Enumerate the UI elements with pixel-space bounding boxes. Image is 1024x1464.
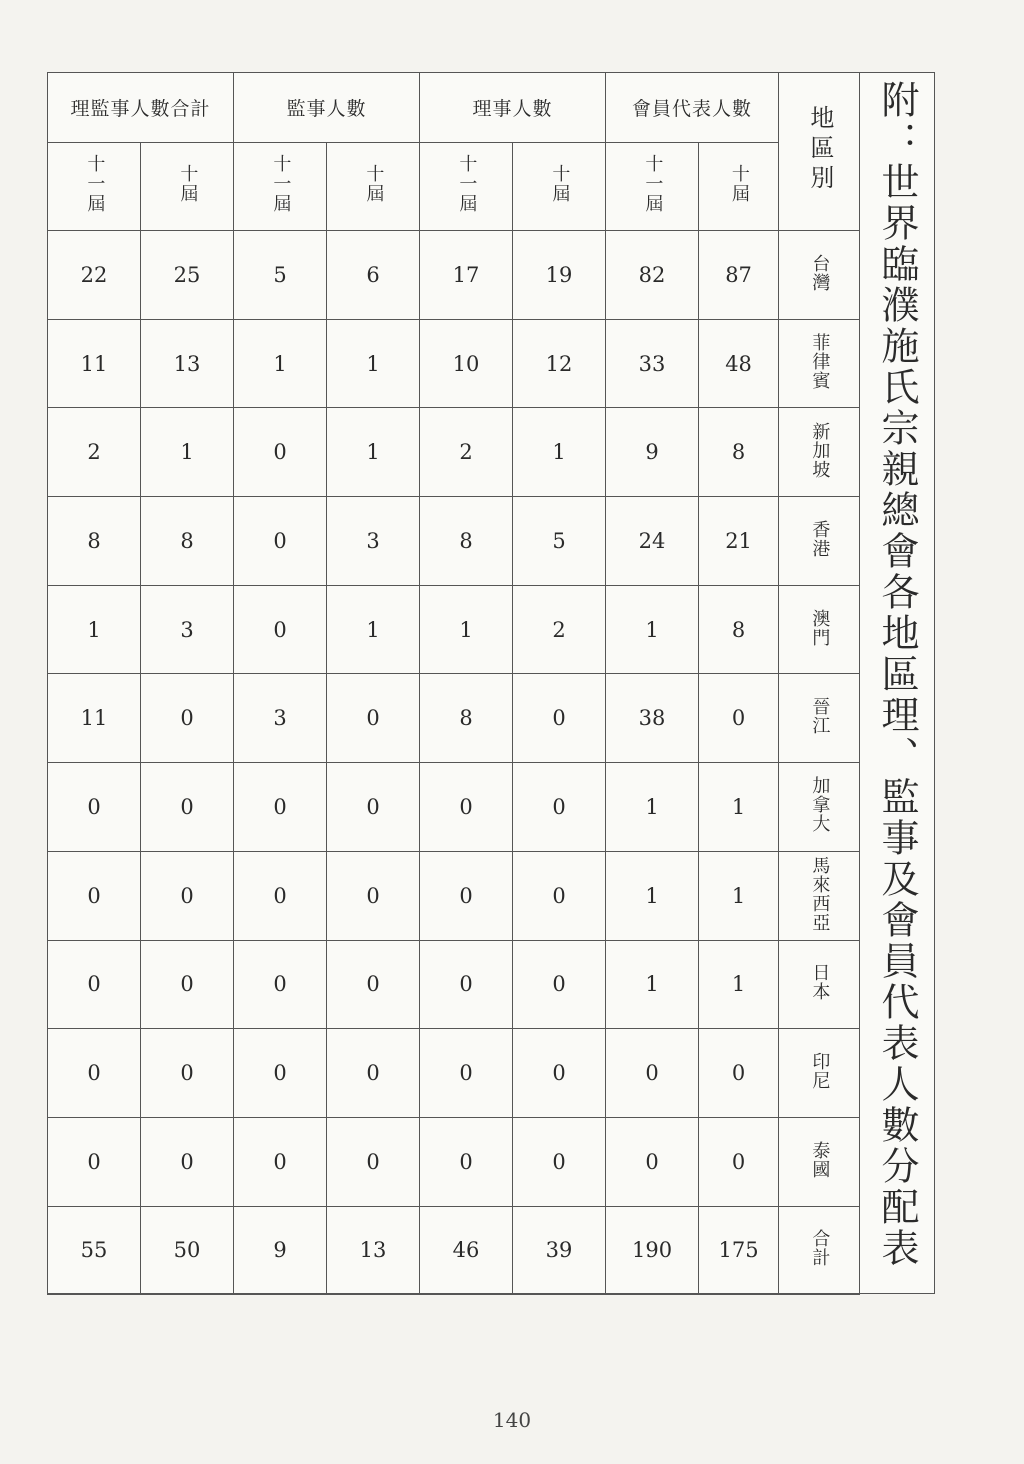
term-header: 十一屆: [420, 143, 513, 231]
region-cell: [779, 408, 860, 497]
value-cell: 1: [234, 319, 327, 408]
term-header: 十一屆: [48, 143, 141, 231]
value-cell: 0: [420, 940, 513, 1029]
region-label: 印尼: [809, 1052, 831, 1091]
value-cell: 0: [234, 763, 327, 852]
value-cell: 0: [234, 408, 327, 497]
region-cell: [779, 585, 860, 674]
value-cell: 2: [513, 585, 606, 674]
value-cell: 1: [606, 763, 699, 852]
value-cell: 17: [420, 231, 513, 320]
value-cell: 0: [606, 1117, 699, 1206]
region-cell: [779, 674, 860, 763]
value-cell: 0: [513, 1029, 606, 1118]
value-cell: 46: [420, 1206, 513, 1295]
value-cell: 0: [420, 763, 513, 852]
region-cell: [779, 231, 860, 320]
group-header-total: 理監事人數合計: [48, 73, 234, 143]
value-cell: 19: [513, 231, 606, 320]
region-cell: [779, 851, 860, 940]
region-label: 合計: [809, 1229, 831, 1268]
region-label: 泰國: [809, 1140, 831, 1179]
value-cell: 3: [327, 497, 420, 586]
value-cell: 0: [48, 763, 141, 852]
term-header: 十屆: [513, 143, 606, 231]
value-cell: 0: [234, 851, 327, 940]
value-cell: 1: [699, 940, 779, 1029]
value-cell: 8: [420, 674, 513, 763]
value-cell: 0: [606, 1029, 699, 1118]
value-cell: 0: [327, 851, 420, 940]
value-cell: 0: [327, 1117, 420, 1206]
table-row: [48, 408, 860, 497]
value-cell: 8: [141, 497, 234, 586]
value-cell: 24: [606, 497, 699, 586]
value-cell: 0: [141, 763, 234, 852]
value-cell: 82: [606, 231, 699, 320]
value-cell: 39: [513, 1206, 606, 1295]
value-cell: 9: [234, 1206, 327, 1295]
value-cell: 22: [48, 231, 141, 320]
value-cell: 13: [141, 319, 234, 408]
value-cell: 0: [420, 851, 513, 940]
value-cell: 1: [699, 763, 779, 852]
value-cell: 0: [234, 585, 327, 674]
table-row: [48, 851, 860, 940]
value-cell: 0: [234, 1029, 327, 1118]
value-cell: 11: [48, 319, 141, 408]
value-cell: 190: [606, 1206, 699, 1295]
region-cell: [779, 1206, 860, 1295]
value-cell: 0: [699, 674, 779, 763]
value-cell: 1: [606, 851, 699, 940]
value-cell: 8: [699, 585, 779, 674]
value-cell: 8: [420, 497, 513, 586]
group-header-member-reps: 會員代表人數: [606, 73, 779, 143]
value-cell: 0: [420, 1117, 513, 1206]
value-cell: 5: [234, 231, 327, 320]
table-row: [48, 231, 860, 320]
region-cell: [779, 940, 860, 1029]
term-header: 十一屆: [234, 143, 327, 231]
value-cell: 0: [513, 851, 606, 940]
table-row: [48, 497, 860, 586]
value-cell: 1: [699, 851, 779, 940]
value-cell: 38: [606, 674, 699, 763]
term-header: 十屆: [327, 143, 420, 231]
value-cell: 0: [141, 940, 234, 1029]
region-cell: [779, 1117, 860, 1206]
value-cell: 0: [513, 1117, 606, 1206]
value-cell: 50: [141, 1206, 234, 1295]
value-cell: 5: [513, 497, 606, 586]
value-cell: 2: [48, 408, 141, 497]
region-cell: [779, 1029, 860, 1118]
value-cell: 0: [48, 1029, 141, 1118]
table-row: [48, 1117, 860, 1206]
value-cell: 10: [420, 319, 513, 408]
value-cell: 0: [48, 940, 141, 1029]
table-row: [48, 940, 860, 1029]
region-label: 香港: [809, 519, 831, 558]
table-row: [48, 319, 860, 408]
value-cell: 0: [141, 674, 234, 763]
value-cell: 8: [48, 497, 141, 586]
value-cell: 13: [327, 1206, 420, 1295]
group-header-directors: 理事人數: [420, 73, 606, 143]
value-cell: 0: [513, 763, 606, 852]
region-cell: [779, 763, 860, 852]
region-column-header: 地區別: [779, 73, 860, 231]
value-cell: 8: [699, 408, 779, 497]
value-cell: 1: [327, 319, 420, 408]
region-cell: [779, 319, 860, 408]
value-cell: 0: [513, 674, 606, 763]
value-cell: 0: [234, 1117, 327, 1206]
value-cell: 0: [141, 1117, 234, 1206]
region-label: 日本: [809, 963, 831, 1002]
value-cell: 2: [420, 408, 513, 497]
value-cell: 0: [141, 851, 234, 940]
value-cell: 1: [141, 408, 234, 497]
value-cell: 0: [420, 1029, 513, 1118]
term-header: 十屆: [699, 143, 779, 231]
value-cell: 3: [141, 585, 234, 674]
value-cell: 48: [699, 319, 779, 408]
value-cell: 0: [699, 1117, 779, 1206]
region-label: 新加坡: [809, 421, 831, 479]
region-label: 晉江: [809, 697, 831, 736]
value-cell: 0: [327, 940, 420, 1029]
table-row: [48, 674, 860, 763]
region-label: 加拿大: [809, 776, 831, 834]
value-cell: 55: [48, 1206, 141, 1295]
region-label: 台灣: [809, 253, 831, 292]
value-cell: 1: [327, 585, 420, 674]
value-cell: 0: [327, 674, 420, 763]
term-header: 十屆: [141, 143, 234, 231]
value-cell: 33: [606, 319, 699, 408]
group-header-supervisors: 監事人數: [234, 73, 420, 143]
value-cell: 0: [327, 1029, 420, 1118]
value-cell: 0: [513, 940, 606, 1029]
value-cell: 1: [606, 940, 699, 1029]
region-cell: [779, 497, 860, 586]
value-cell: 0: [141, 1029, 234, 1118]
value-cell: 0: [234, 940, 327, 1029]
value-cell: 0: [48, 851, 141, 940]
value-cell: 1: [420, 585, 513, 674]
region-label: 菲律賓: [809, 333, 831, 391]
value-cell: 1: [48, 585, 141, 674]
value-cell: 11: [48, 674, 141, 763]
value-cell: 1: [606, 585, 699, 674]
term-header: 十一屆: [606, 143, 699, 231]
value-cell: 0: [699, 1029, 779, 1118]
allocation-table: [47, 72, 860, 1295]
value-cell: 0: [327, 763, 420, 852]
value-cell: 0: [234, 497, 327, 586]
value-cell: 175: [699, 1206, 779, 1295]
region-label: 馬來西亞: [809, 855, 831, 932]
value-cell: 21: [699, 497, 779, 586]
table-row: [48, 1206, 860, 1295]
page-title: 附：世界臨濮施氏宗親總會各地區理、監事及會員代表人數分配表: [874, 80, 919, 1269]
value-cell: 12: [513, 319, 606, 408]
value-cell: 3: [234, 674, 327, 763]
table-row: [48, 585, 860, 674]
table-row: [48, 763, 860, 852]
page-number: 140: [492, 1408, 532, 1432]
value-cell: 1: [327, 408, 420, 497]
value-cell: 25: [141, 231, 234, 320]
value-cell: 1: [513, 408, 606, 497]
value-cell: 87: [699, 231, 779, 320]
value-cell: 0: [48, 1117, 141, 1206]
value-cell: 9: [606, 408, 699, 497]
value-cell: 6: [327, 231, 420, 320]
region-label: 澳門: [809, 608, 831, 647]
table-row: [48, 1029, 860, 1118]
